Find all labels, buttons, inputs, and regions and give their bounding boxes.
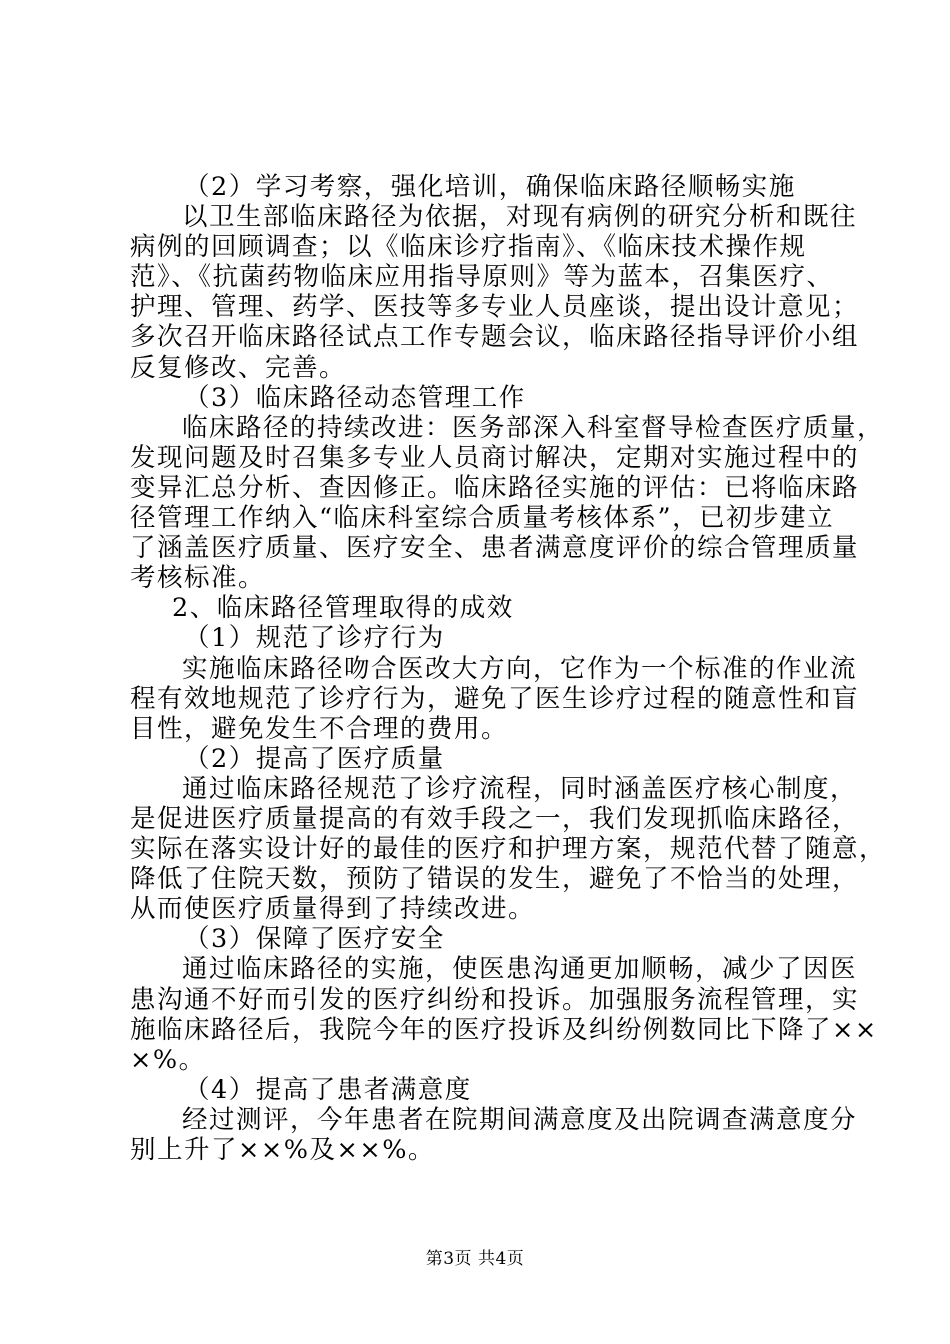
subheading: （3）保障了医疗安全	[184, 924, 445, 955]
subheading: （4）提高了患者满意度	[184, 1074, 472, 1105]
paragraph-line: 变异汇总分析、查因修正。临床路径实施的评估：已将临床路	[130, 472, 860, 503]
paragraph-line: 施临床路径后，我院今年的医疗投诉及纠纷例数同比下降了××	[130, 1014, 878, 1045]
subheading: （3）临床路径动态管理工作	[184, 382, 526, 413]
paragraph-line: 经过测评，今年患者在院期间满意度及出院调查满意度分	[182, 1104, 858, 1135]
paragraph-line: ×%。	[130, 1044, 206, 1075]
paragraph-line: 实际在落实设计好的最佳的医疗和护理方案，规范代替了随意，	[130, 834, 887, 865]
paragraph-line: 通过临床路径的实施，使医患沟通更加顺畅，减少了因医	[182, 954, 858, 985]
paragraph-line: 反复修改、完善。	[130, 352, 347, 383]
paragraph-line: 发现问题及时召集多专业人员商讨解决，定期对实施过程中的	[130, 442, 860, 473]
paragraph-line: 范》、《抗菌药物临床应用指导原则》等为蓝本，召集医疗、	[130, 262, 834, 293]
paragraph-line: 了涵盖医疗质量、医疗安全、患者满意度评价的综合管理质量	[130, 533, 860, 564]
paragraph-line: 多次召开临床路径试点工作专题会议，临床路径指导评价小组	[130, 322, 860, 353]
paragraph-line: 径管理工作纳入“临床科室综合质量考核体系”，已初步建立	[130, 503, 835, 534]
paragraph-line: 是促进医疗质量提高的有效手段之一，我们发现抓临床路径，	[130, 803, 860, 834]
paragraph-line: 考核标准。	[130, 563, 266, 594]
paragraph-line: 降低了住院天数，预防了错误的发生，避免了不恰当的处理，	[130, 864, 860, 895]
subheading: （2）提高了医疗质量	[184, 743, 445, 774]
paragraph-line: 病例的回顾调查；以《临床诊疗指南》、《临床技术操作规	[130, 232, 807, 263]
paragraph-line: 通过临床路径规范了诊疗流程，同时涵盖医疗核心制度，	[182, 773, 858, 804]
page-footer: 第3页 共4页	[425, 1249, 525, 1269]
subheading: （1）规范了诊疗行为	[184, 623, 445, 654]
subheading: （2）学习考察，强化培训，确保临床路径顺畅实施	[184, 172, 796, 202]
paragraph-line: 程有效地规范了诊疗行为，避免了医生诊疗过程的随意性和盲	[130, 683, 860, 714]
document-body	[130, 172, 887, 1165]
paragraph-line: 目性，避免发生不合理的费用。	[130, 713, 509, 744]
paragraph-line: 护理、管理、药学、医技等多专业人员座谈，提出设计意见；	[130, 292, 860, 323]
paragraph-line: 别上升了××%及××%。	[130, 1135, 435, 1165]
paragraph-line: 临床路径的持续改进：医务部深入科室督导检查医疗质量，	[182, 412, 885, 443]
paragraph-line: 从而使医疗质量得到了持续改进。	[130, 894, 536, 925]
paragraph-line: 以卫生部临床路径为依据，对现有病例的研究分析和既往	[182, 202, 858, 233]
paragraph-line: 实施临床路径吻合医改大方向，它作为一个标准的作业流	[182, 653, 858, 684]
section-heading: 2、临床路径管理取得的成效	[172, 593, 514, 624]
paragraph-line: 患沟通不好而引发的医疗纠纷和投诉。加强服务流程管理，实	[130, 984, 860, 1015]
